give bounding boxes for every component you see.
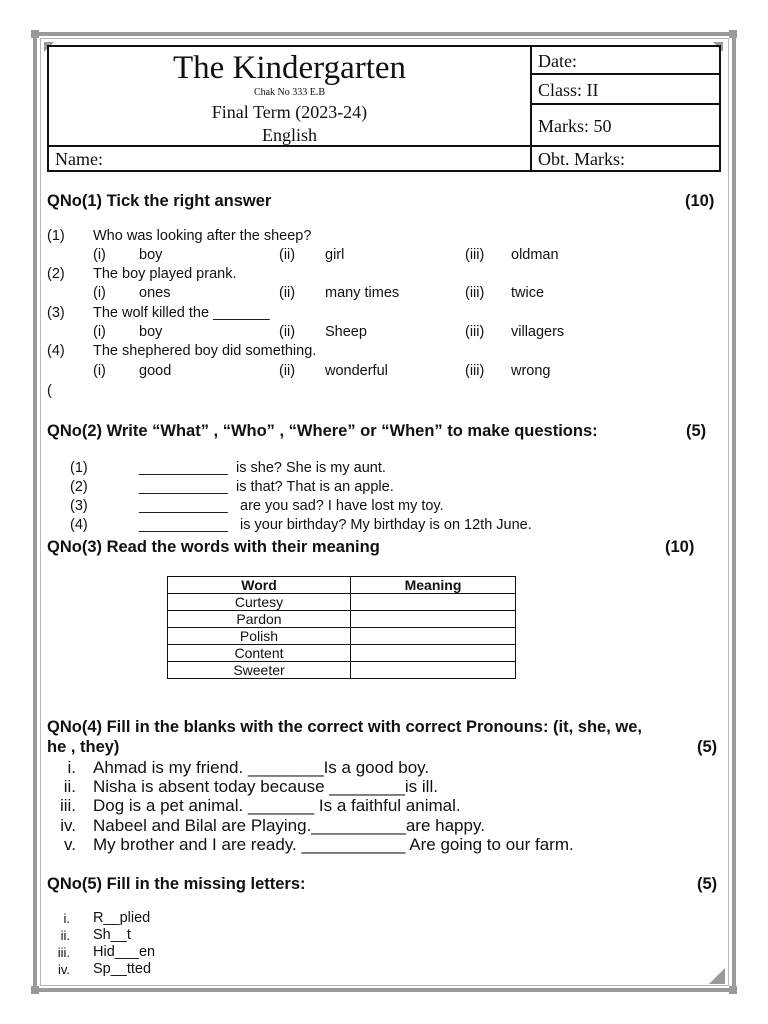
- q1-option-label: (i): [93, 247, 106, 263]
- q1-option-label: (iii): [465, 363, 485, 379]
- q1-option[interactable]: wonderful: [325, 363, 388, 379]
- q2-sentence: is she? She is my aunt.: [236, 460, 386, 476]
- meaning-cell[interactable]: [351, 611, 516, 628]
- border-corner: [31, 986, 39, 994]
- q1-option[interactable]: many times: [325, 285, 400, 301]
- q1-option-label: (iii): [465, 324, 485, 340]
- corner-triangle-icon: [709, 968, 725, 984]
- word-cell: Pardon: [168, 611, 351, 628]
- q4-sentence[interactable]: Nabeel and Bilal are Playing.__________are happy.: [93, 816, 485, 835]
- exam-subject: English: [261, 125, 317, 145]
- q1-option[interactable]: good: [139, 363, 172, 379]
- q1-item-number: (1): [47, 228, 65, 244]
- column-header-meaning: Meaning: [351, 577, 516, 594]
- q2-item-number: (1): [70, 460, 88, 476]
- q5-marks: (5): [697, 875, 718, 893]
- q2-item-number: (3): [70, 498, 88, 514]
- q2-sentence: are you sad? I have lost my toy.: [240, 498, 444, 514]
- school-address: Chak No 333 E.B: [253, 87, 326, 98]
- q5-item-number: iv.: [57, 962, 70, 977]
- meaning-cell[interactable]: [351, 628, 516, 645]
- q2-blank[interactable]: ___________: [139, 479, 228, 495]
- q1-question: Who was looking after the sheep?: [93, 228, 312, 244]
- table-row: [168, 662, 516, 679]
- exam-term: Final Term (2023-24): [211, 102, 368, 122]
- date-field[interactable]: Date:: [538, 51, 577, 71]
- words-table: [167, 576, 516, 679]
- q2-item-number: (2): [70, 479, 88, 495]
- q2-title: QNo(2) Write “What” , “Who” , “Where” or “When” to make questions:: [47, 422, 598, 440]
- q1-option[interactable]: boy: [139, 324, 163, 340]
- q4-title: QNo(4) Fill in the blanks with the correct with correct Pronouns: (it, she, we,: [47, 718, 642, 736]
- meaning-cell[interactable]: [351, 645, 516, 662]
- border-corner: [31, 30, 39, 38]
- q2-sentence: is that? That is an apple.: [236, 479, 394, 495]
- table-row: [168, 611, 516, 628]
- q1-option-label: (i): [93, 363, 106, 379]
- obtained-marks-field[interactable]: Obt. Marks:: [538, 149, 625, 169]
- q4-item-number: iv.: [60, 816, 76, 835]
- class-field: Class: II: [538, 80, 599, 100]
- q4-item-number: v.: [64, 835, 76, 854]
- q1-item-number: (2): [47, 266, 65, 282]
- q4-sentence[interactable]: My brother and I are ready. ___________ Are going to our farm.: [93, 835, 574, 854]
- q1-option-label: (ii): [279, 324, 296, 340]
- q1-option-label: (ii): [279, 285, 296, 301]
- q1-option-label: (ii): [279, 363, 296, 379]
- q1-question: The shephered boy did something.: [93, 343, 317, 359]
- q1-option[interactable]: girl: [325, 247, 345, 263]
- table-header-row: [168, 577, 516, 594]
- q5-title: QNo(5) Fill in the missing letters:: [47, 875, 306, 893]
- meaning-cell[interactable]: [351, 594, 516, 611]
- q4-item-number: iii.: [59, 796, 76, 815]
- marks-field: Marks: 50: [538, 116, 612, 136]
- q1-item-number: (4): [47, 343, 65, 359]
- q1-question: The boy played prank.: [93, 266, 237, 282]
- q1-option[interactable]: boy: [139, 247, 163, 263]
- q1-option-label: (ii): [279, 247, 296, 263]
- header-table: [47, 45, 721, 172]
- q1-option-label: (i): [93, 324, 106, 340]
- border-corner: [729, 986, 737, 994]
- q4-title-continued: he , they): [47, 738, 120, 756]
- q1-option[interactable]: oldman: [511, 247, 559, 263]
- q4-sentence[interactable]: Ahmad is my friend. ________Is a good boy.: [93, 758, 430, 777]
- q5-word[interactable]: Hid___en: [93, 944, 156, 960]
- q1-option[interactable]: villagers: [511, 324, 565, 340]
- word-cell: Curtesy: [168, 594, 351, 611]
- word-cell: Sweeter: [168, 662, 351, 679]
- q4-sentence[interactable]: Dog is a pet animal. _______ Is a faithful animal.: [93, 796, 461, 815]
- q2-blank[interactable]: ___________: [139, 498, 228, 514]
- q5-item-number: i.: [63, 911, 70, 926]
- q4-marks: (5): [697, 738, 718, 756]
- q1-option[interactable]: twice: [511, 285, 545, 301]
- q1-option[interactable]: Sheep: [325, 324, 367, 340]
- q3-marks: (10): [665, 538, 695, 556]
- stray-parenthesis: (: [47, 383, 52, 399]
- q1-marks: (10): [685, 192, 715, 210]
- q2-sentence: is your birthday? My birthday is on 12th June.: [240, 517, 532, 533]
- meaning-cell[interactable]: [351, 662, 516, 679]
- q1-option-label: (i): [93, 285, 106, 301]
- name-field[interactable]: Name:: [55, 149, 103, 169]
- q1-option[interactable]: ones: [139, 285, 171, 301]
- q5-item-number: iii.: [57, 945, 70, 960]
- q2-item-number: (4): [70, 517, 88, 533]
- q1-question: The wolf killed the _______: [93, 305, 270, 321]
- column-header-word: Word: [168, 577, 351, 594]
- border-corner: [729, 30, 737, 38]
- q4-item-number: i.: [67, 758, 76, 777]
- q5-item-number: ii.: [60, 928, 70, 943]
- q2-blank[interactable]: ___________: [139, 517, 228, 533]
- q1-option-label: (iii): [465, 285, 485, 301]
- q5-word[interactable]: Sh__t: [93, 927, 131, 943]
- q1-title: QNo(1) Tick the right answer: [47, 192, 272, 210]
- q1-option-label: (iii): [465, 247, 485, 263]
- word-cell: Polish: [168, 628, 351, 645]
- q5-word[interactable]: R__plied: [93, 910, 151, 926]
- q1-item-number: (3): [47, 305, 65, 321]
- table-row: [168, 645, 516, 662]
- table-row: [168, 594, 516, 611]
- q1-option[interactable]: wrong: [511, 363, 551, 379]
- q5-word[interactable]: Sp__tted: [93, 961, 152, 977]
- q3-title: QNo(3) Read the words with their meaning: [47, 538, 380, 556]
- q4-sentence[interactable]: Nisha is absent today because ________is ill.: [93, 777, 438, 796]
- q2-blank[interactable]: ___________: [139, 460, 228, 476]
- q4-item-number: ii.: [63, 777, 76, 796]
- table-row: [168, 628, 516, 645]
- school-name: The Kindergarten: [172, 50, 407, 86]
- q2-marks: (5): [686, 422, 707, 440]
- word-cell: Content: [168, 645, 351, 662]
